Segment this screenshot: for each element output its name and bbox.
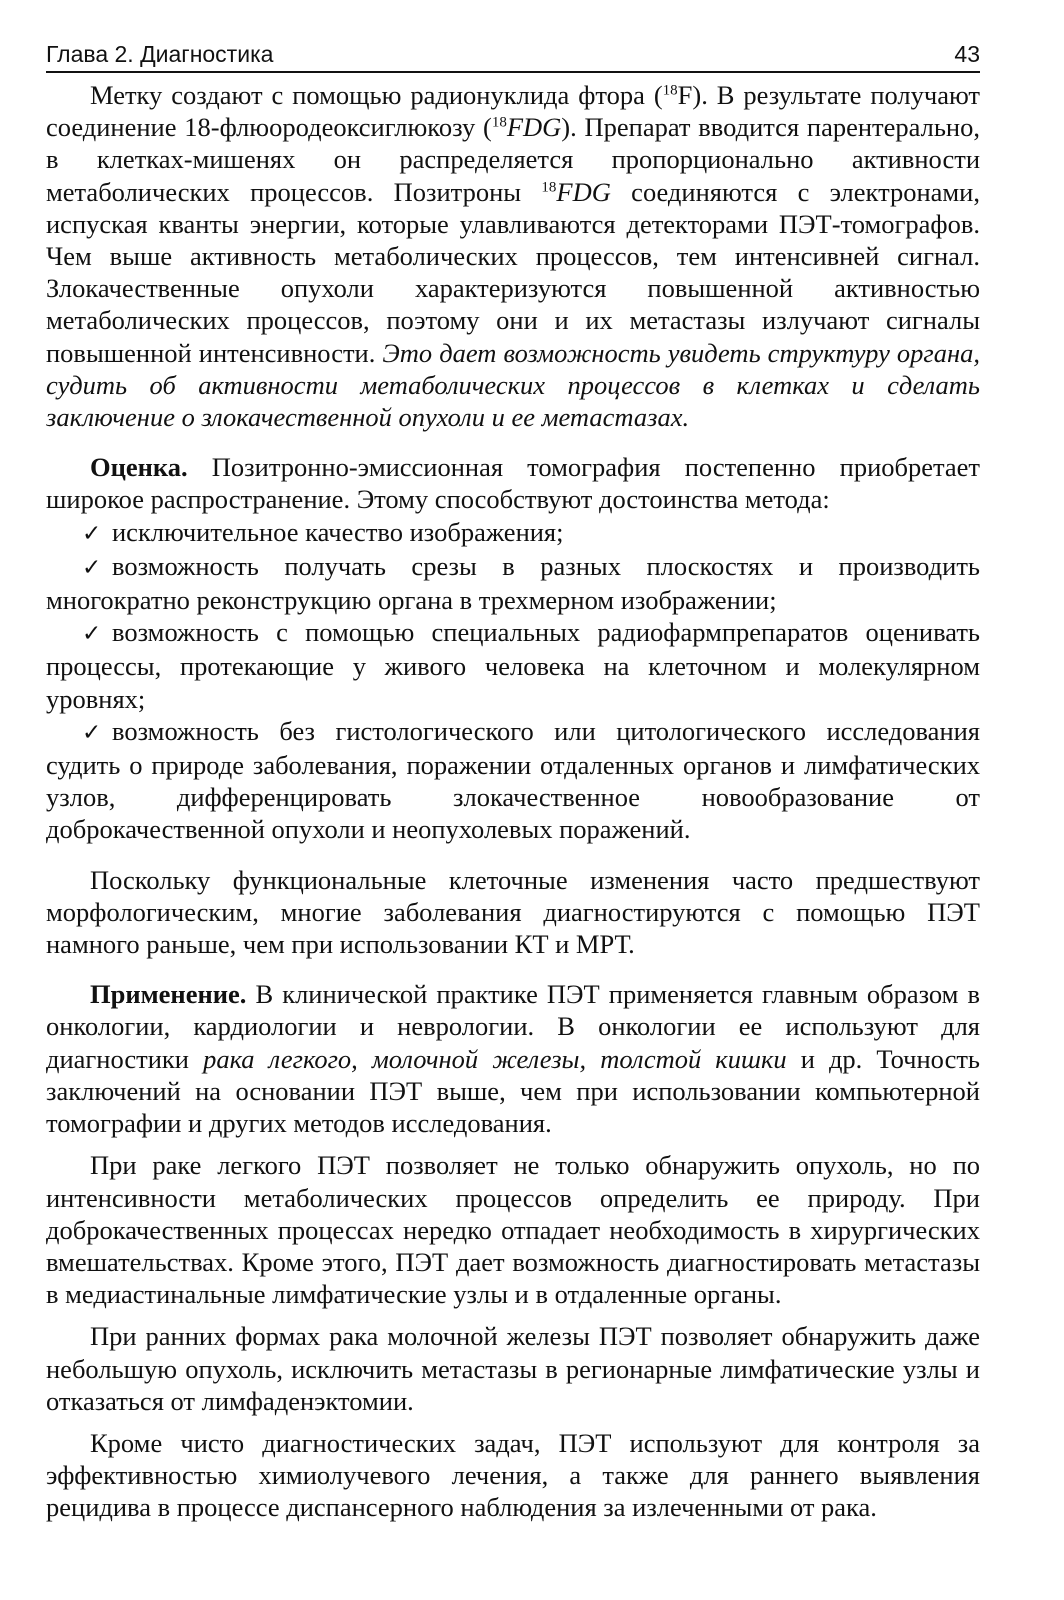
book-page [46, 40, 980, 1560]
evaluation-heading: Оценка. [90, 452, 188, 483]
lung-cancer-paragraph: При раке легкого ПЭТ позволяет не только обнаружить опухоль, но по интенсивности метаболических процессов определить ее природу. При доброкачественных процессах нередко отпадает необходимость в хирургических вмешательствах. Кроме этого, ПЭТ дает возможность диагностировать метастазы в медиастинальные лимфатические узлы и в отдаленные органы. [46, 1150, 980, 1310]
list-item: ✓ возможность получать срезы в разных плоскостях и производить многократно реконструкцию органа в трехмерном изображении; [46, 550, 980, 616]
breast-cancer-paragraph: При ранних формах рака молочной железы ПЭТ позволяет обнаружить даже небольшую опухоль, исключить метастазы в регионарные лимфатические узлы и отказаться от лимфаденэктомии. [46, 1321, 980, 1416]
page-number: 43 [954, 41, 980, 67]
checkmark-icon: ✓ [82, 719, 102, 746]
evaluation-paragraph: Оценка. Позитронно-эмиссионная томография постепенно приобретает широкое распространение. Этому способствуют достоинства метода: [46, 452, 980, 515]
intro-emphasis: Это дает возможность увидеть структуру органа, судить об активности метаболических процессов в клетках и сделать заключение о злокачественной опухоли и ее метастазах. [46, 337, 980, 433]
running-header [46, 40, 980, 73]
list-item: ✓ возможность без гистологического или цитологического исследования судить о природе заболевания, поражении отдаленных органов и лимфатических узлов, дифференцировать злокачественное новообразование от доброкачественной опухоли и неопухолевых поражений. [46, 715, 980, 845]
treatment-control-paragraph: Кроме чисто диагностических задач, ПЭТ используют для контроля за эффективностью химиолучевого лечения, а также для раннего выявления рецидива в процессе диспансерного наблюдения за излеченными от рака. [46, 1427, 980, 1523]
application-paragraph: Применение. В клинической практике ПЭТ применяется главным образом в онкологии, кардиологии и неврологии. В онкологии ее используют для диагностики рака легкого, молочной железы, толстой кишки и др. Точность заключений на основании ПЭТ выше, чем при использовании компьютерной томографии и других методов исследования. [46, 979, 980, 1139]
intro-paragraph: Метку создают с помощью радионуклида фтора ($^{18}$F). В результате получают соединение 18-флюородеоксиглюкозу ($^{18}$FDG). Препарат вводится парентерально, в клетках-мишенях он распределяется пропорционально активности метаболических процессов. Позитроны $^{18}$FDG соединяются с электронами, испуская кванты энергии, которые улавливаются детекторами ПЭТ-томографов. Чем выше активность метаболических процессов, тем интенсивней сигнал. Злокачественные опухоли характеризуются повышенной активностью метаболических процессов, поэтому они и их метастазы излучают сигналы повышенной интенсивности. Это дает возможность увидеть структуру органа, судить об активности метаболических процессов в клетках и сделать заключение о злокачественной опухоли и ее метастазах. [46, 80, 980, 433]
application-heading: Применение. [90, 979, 247, 1010]
page-body [46, 79, 980, 1524]
chapter-title: Глава 2. Диагностика [46, 41, 274, 67]
list-item: ✓ возможность с помощью специальных радиофармпрепаратов оценивать процессы, протекающие у живого человека на клеточном и молекулярном уровнях; [46, 617, 980, 714]
checkmark-icon: ✓ [82, 621, 102, 648]
early-detection-paragraph: Поскольку функциональные клеточные изменения часто предшествуют морфологическим, многие заболевания диагностируются с помощью ПЭТ намного раньше, чем при использовании КТ и МРТ. [46, 864, 980, 960]
checkmark-icon: ✓ [82, 520, 102, 547]
advantages-list [46, 516, 980, 846]
checkmark-icon: ✓ [82, 554, 102, 581]
list-item: ✓ исключительное качество изображения; [46, 516, 980, 550]
